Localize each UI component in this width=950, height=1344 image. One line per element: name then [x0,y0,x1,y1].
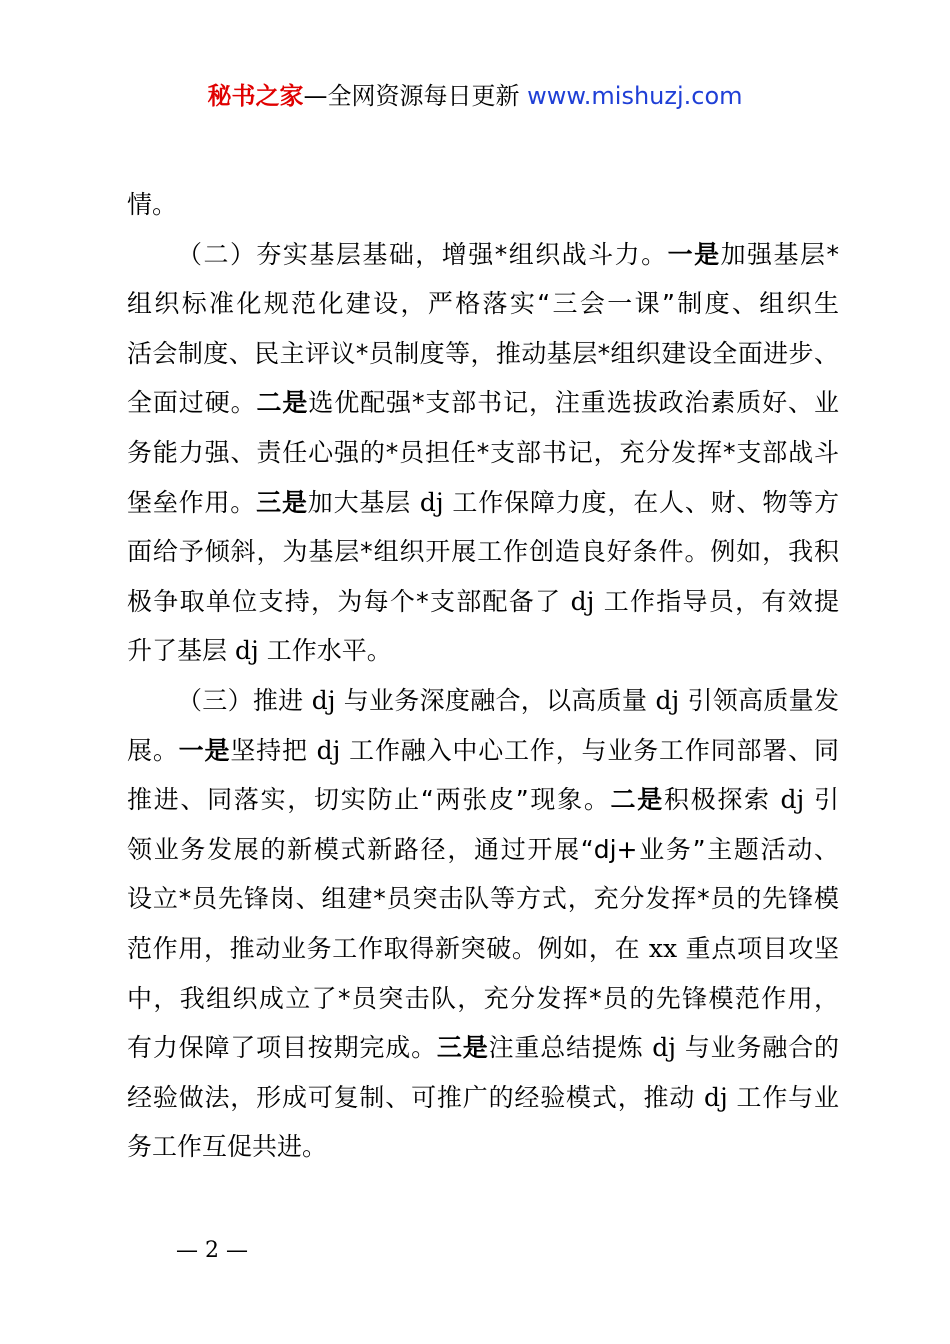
latin-term: dj [570,586,595,616]
text-segment: 工作融入中心工作，与业务工作同部署、同 [349,735,839,765]
text-segment: 工作与业 [736,1082,839,1112]
text-segment: 全面过硬。 [127,388,257,418]
bold-marker: 二是 [256,388,309,418]
text-segment: 注重总结提炼 [488,1033,644,1063]
paragraph-2-line-2 [127,279,839,329]
text-segment: 中，我组织成立了*员突击队，充分发挥*员的先锋模范作用， [127,983,839,1013]
text-segment: 范作用，推动业务工作取得新突破。例如，在 [127,933,641,963]
text-segment: 务能力强、责任心强的*员担任*支部书记，充分发挥*支部战斗 [127,437,839,467]
text-segment: 引领高质量发 [687,685,839,715]
text-segment: 与业务深度融合，以高质量 [343,685,648,715]
site-header [0,80,950,112]
paragraph-3-line-8 [127,1023,839,1073]
text-segment: 堡垒作用。 [127,487,257,517]
paragraph-3-line-10 [127,1122,839,1172]
text-segment: 加强基层* [720,239,839,269]
text-segment: 经验做法，形成可复制、可推广的经验模式，推动 [127,1082,696,1112]
text-segment: 推进、同落实，切实防止“两张皮”现象。 [127,785,611,815]
paragraph-continuation [127,180,839,230]
text-segment: 积极探索 [663,785,771,815]
text-segment: 选优配强*支部书记，注重选拔政治素质好、业 [308,388,839,418]
text-segment: 有力保障了项目按期完成。 [127,1033,437,1063]
text-segment: 升了基层 [127,636,228,666]
text-segment: （三）推进 [177,685,304,715]
bold-marker: 二是 [610,785,664,815]
bold-marker: 三是 [436,1033,489,1063]
latin-term: dj [655,685,680,715]
text-segment: 工作保障力度，在人、财、物等方 [452,487,839,517]
latin-term: dj [311,685,336,715]
text-segment: 坚持把 [230,735,308,765]
paragraph-3-line-3 [127,775,839,825]
paragraph-3-line-9 [127,1073,839,1123]
paragraph-3-line-5 [127,874,839,924]
latin-term: xx [648,933,678,963]
text-segment: 与业务融合的 [684,1033,839,1063]
paragraph-2-line-1 [127,230,839,280]
paragraph-2-line-3 [127,329,839,379]
text-segment: 组织标准化规范化建设，严格落实“三会一课”制度、组织生 [127,289,839,319]
latin-term: dj [703,1082,728,1112]
paragraph-3-line-7 [127,974,839,1024]
text-segment: 工作指导员，有效提 [603,586,839,616]
paragraph-3-line-1 [127,676,839,726]
latin-term: dj [780,785,805,815]
text-segment: 加大基层 [307,487,412,517]
latin-term: dj [419,487,444,517]
site-url-link[interactable]: www.mishuzj.com [527,82,743,110]
latin-term: dj [316,735,341,765]
paragraph-2-line-4 [127,378,839,428]
bold-marker: 一是 [667,239,721,269]
paragraph-2-line-5 [127,428,839,478]
paragraph-2-line-7 [127,527,839,577]
text-segment: 极争取单位支持，为每个*支部配备了 [127,586,562,616]
text-segment: 重点项目攻坚 [685,933,839,963]
text-segment: 面给予倾斜，为基层*组织开展工作创造良好条件。例如，我积 [127,537,839,567]
paragraph-3-line-4 [127,825,839,875]
bold-marker: 三是 [256,487,308,517]
latin-term: dj [652,1033,677,1063]
text-segment: （二）夯实基层基础，增强*组织战斗力。 [177,239,668,269]
text-line: 情。 [127,190,178,219]
paragraph-2-line-6 [127,478,839,528]
site-brand: 秘书之家 [207,82,304,110]
text-segment: 活会制度、民主评议*员制度等，推动基层*组织建设全面进步、 [127,338,839,368]
paragraph-3-line-2 [127,726,839,776]
text-segment: 务工作互促共进。 [127,1132,328,1162]
paragraph-2-line-9 [127,626,839,676]
text-segment: 引 [813,785,839,815]
text-segment: 展。 [127,735,179,765]
paragraph-2-line-8 [127,577,839,627]
bold-marker: 一是 [178,735,231,765]
text-segment: 设立*员先锋岗、组建*员突击队等方式，充分发挥*员的先锋模 [127,884,839,914]
site-tagline: —全网资源每日更新 [303,82,528,110]
text-segment: 领业务发展的新模式新路径，通过开展“dj+业务”主题活动、 [127,834,839,864]
text-segment: 工作水平。 [266,636,392,666]
latin-term: dj [234,636,259,666]
paragraph-3-line-6 [127,924,839,974]
document-body [127,180,839,1172]
page-number: — 2 — [176,1238,248,1263]
